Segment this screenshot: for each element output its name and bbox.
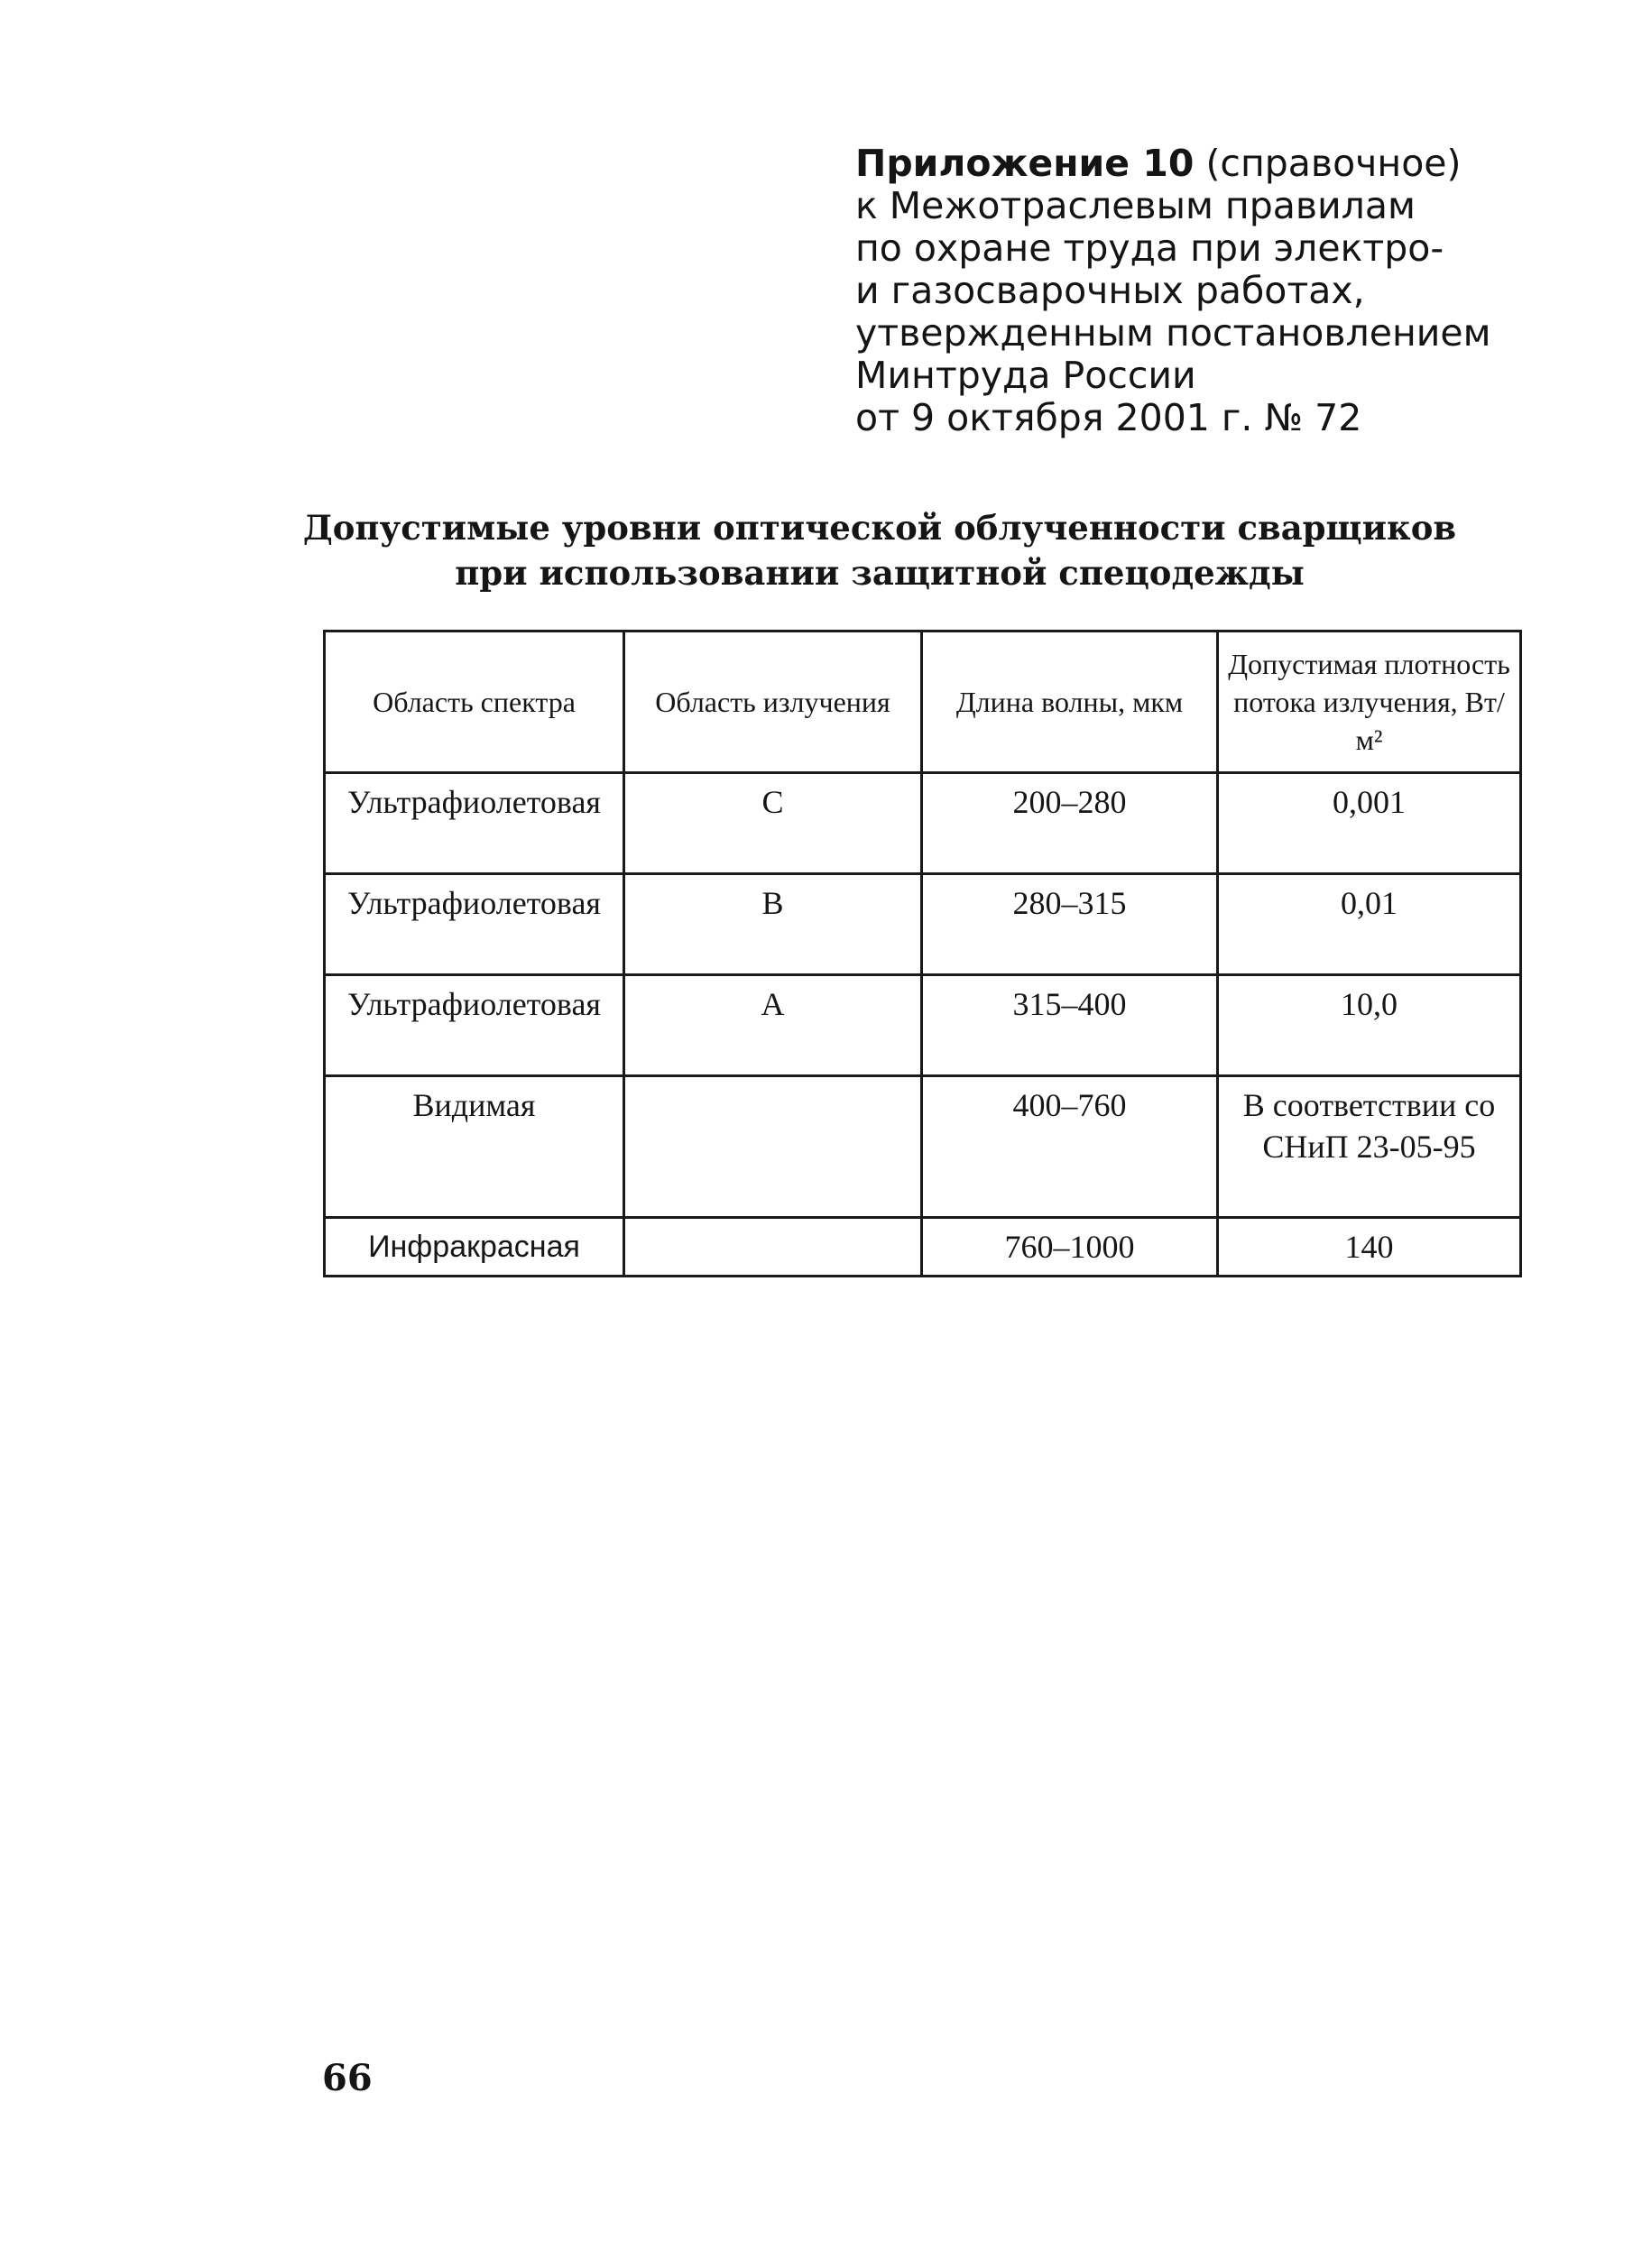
cell-radiation-region: A bbox=[624, 975, 922, 1076]
cell-wavelength: 200–280 bbox=[922, 773, 1218, 874]
cell-flux-density: 0,001 bbox=[1218, 773, 1521, 874]
table-row bbox=[325, 1218, 1521, 1277]
table-header-row bbox=[325, 632, 1521, 773]
cell-wavelength: 315–400 bbox=[922, 975, 1218, 1076]
appendix-line: и газосварочных работах, bbox=[855, 269, 1365, 312]
table-row bbox=[325, 874, 1521, 975]
header-spectrum-region: Область спектра bbox=[325, 632, 624, 773]
header-radiation-region: Область излучения bbox=[624, 632, 922, 773]
cell-flux-density: 140 bbox=[1218, 1218, 1521, 1277]
cell-spectrum-region: Видимая bbox=[325, 1076, 624, 1218]
header-flux-density: Допустимая плотность потока излучения, Вт/м² bbox=[1218, 632, 1521, 773]
cell-radiation-region: B bbox=[624, 874, 922, 975]
cell-spectrum-region: Ультрафиолетовая bbox=[325, 975, 624, 1076]
cell-flux-density: В соответствии со СНиП 23-05-95 bbox=[1218, 1076, 1521, 1218]
table-row bbox=[325, 975, 1521, 1076]
table-row bbox=[325, 773, 1521, 874]
header-wavelength: Длина волны, мкм bbox=[922, 632, 1218, 773]
table-title-line-1: Допустимые уровни оптической облученности сварщиков bbox=[302, 508, 1457, 548]
cell-radiation-region: C bbox=[624, 773, 922, 874]
cell-wavelength: 280–315 bbox=[922, 874, 1218, 975]
appendix-header bbox=[855, 143, 1577, 439]
appendix-line: Минтруда России bbox=[855, 354, 1196, 397]
appendix-note: (справочное) bbox=[1205, 142, 1462, 185]
table-title-line-2: при использовании защитной спецодежды bbox=[455, 553, 1305, 593]
page-number: 66 bbox=[322, 2057, 373, 2099]
table-title bbox=[271, 505, 1489, 595]
cell-wavelength: 400–760 bbox=[922, 1076, 1218, 1218]
cell-flux-density: 0,01 bbox=[1218, 874, 1521, 975]
cell-flux-density: 10,0 bbox=[1218, 975, 1521, 1076]
cell-spectrum-region: Ультрафиолетовая bbox=[325, 874, 624, 975]
appendix-title: Приложение 10 bbox=[855, 142, 1195, 185]
table-row bbox=[325, 1076, 1521, 1218]
cell-radiation-region bbox=[624, 1218, 922, 1277]
cell-spectrum-region: Инфракрасная bbox=[325, 1218, 624, 1277]
appendix-line: от 9 октября 2001 г. № 72 bbox=[855, 396, 1362, 439]
irradiance-table bbox=[323, 630, 1522, 1277]
appendix-line: к Межотраслевым правилам bbox=[855, 184, 1416, 227]
appendix-title-line bbox=[855, 143, 1577, 185]
appendix-line: по охране труда при электро- bbox=[855, 226, 1444, 270]
appendix-line: утвержденным постановлением bbox=[855, 311, 1491, 355]
cell-wavelength: 760–1000 bbox=[922, 1218, 1218, 1277]
cell-spectrum-region: Ультрафиолетовая bbox=[325, 773, 624, 874]
cell-radiation-region bbox=[624, 1076, 922, 1218]
